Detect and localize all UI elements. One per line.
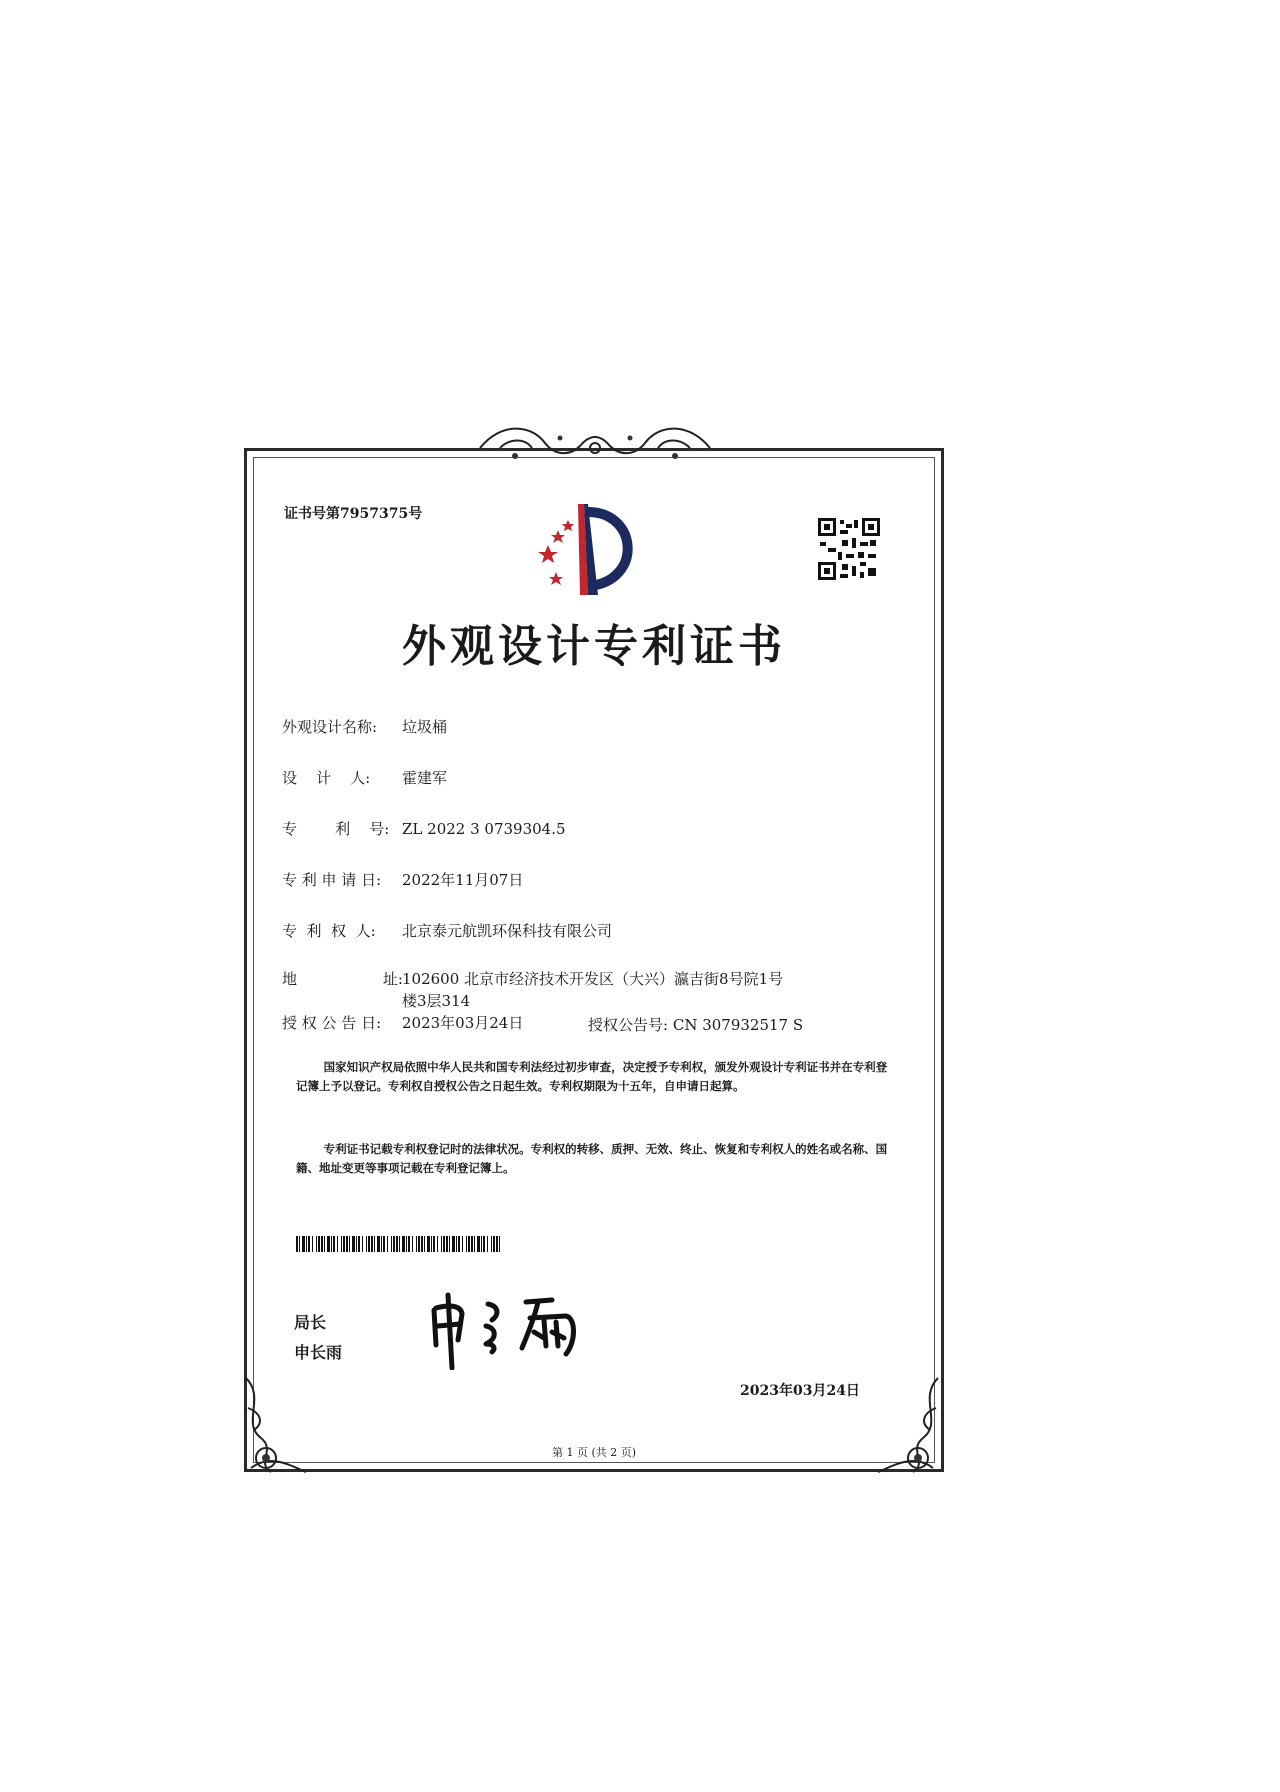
bottom-right-ornament: [868, 1368, 948, 1480]
field-patentee: [282, 920, 612, 941]
field-patent-number: [282, 818, 566, 839]
barcode-bar: [441, 1236, 442, 1252]
field-value: 2022年11月07日: [402, 871, 524, 889]
barcode-bar: [331, 1236, 332, 1252]
barcode-bar: [308, 1236, 310, 1252]
top-ornament: [470, 418, 720, 466]
barcode-bar: [387, 1236, 388, 1252]
page-number: 第 1 页 (共 2 页): [551, 1446, 637, 1459]
barcode-bar: [349, 1236, 350, 1252]
barcode-bar: [321, 1236, 323, 1252]
barcode-bar: [333, 1236, 335, 1252]
barcode-bar: [466, 1236, 467, 1252]
field-value: 北京泰元航凯环保科技有限公司: [402, 922, 613, 940]
signer-name: 申长雨: [294, 1343, 343, 1362]
barcode-bar: [368, 1236, 370, 1252]
barcode-bar: [433, 1236, 435, 1252]
issue-date: 2023年03月24日: [740, 1383, 860, 1399]
handwritten-signature: [426, 1290, 606, 1370]
field-value: 垃圾桶: [402, 718, 448, 736]
barcode-bar: [491, 1236, 492, 1252]
barcode-bar: [446, 1236, 448, 1252]
barcode-bar: [381, 1236, 382, 1252]
barcode-bar: [443, 1236, 445, 1252]
barcode-bar: [416, 1236, 417, 1252]
barcode-bar: [306, 1236, 307, 1252]
address-value: [402, 968, 783, 1012]
barcode-bar: [437, 1236, 438, 1252]
barcode: [296, 1236, 506, 1252]
bottom-left-ornament: [236, 1368, 316, 1480]
barcode-bar: [402, 1236, 405, 1252]
logo-star-3: [562, 520, 574, 531]
barcode-bar: [341, 1236, 342, 1252]
barcode-bar: [343, 1236, 345, 1252]
barcode-bar: [358, 1236, 360, 1252]
certificate-title: 外观设计专利证书: [402, 621, 786, 672]
barcode-bar: [377, 1236, 380, 1252]
field-value: 霍建军: [402, 769, 448, 787]
barcode-bar: [296, 1236, 298, 1252]
barcode-bar: [371, 1236, 373, 1252]
barcode-bar: [496, 1236, 498, 1252]
barcode-bar: [318, 1236, 320, 1252]
field-label: 授权公告号:: [588, 1016, 669, 1034]
barcode-bar: [396, 1236, 398, 1252]
barcode-bar: [374, 1236, 375, 1252]
barcode-bar: [456, 1236, 457, 1252]
barcode-bar: [383, 1236, 385, 1252]
barcode-bar: [408, 1236, 410, 1252]
logo-star-1: [538, 545, 558, 563]
barcode-bar: [356, 1236, 357, 1252]
address-line-2: 楼3层314: [402, 992, 471, 1010]
barcode-bar: [418, 1236, 420, 1252]
barcode-bar: [412, 1236, 413, 1252]
signer-title: 局长: [294, 1313, 327, 1332]
barcode-bar: [468, 1236, 470, 1252]
barcode-bar: [327, 1236, 330, 1252]
barcode-bar: [346, 1236, 348, 1252]
barcode-bar: [421, 1236, 423, 1252]
field-design-name: [282, 716, 447, 737]
field-application-date: [282, 869, 523, 890]
barcode-bar: [483, 1236, 485, 1252]
address-line-1: 102600 北京市经济技术开发区（大兴）瀛吉街8号院1号: [402, 970, 784, 988]
qr-code: [818, 518, 880, 580]
barcode-bar: [393, 1236, 395, 1252]
barcode-bar: [493, 1236, 495, 1252]
signer-block: [294, 1308, 342, 1368]
field-label: 专 利 号:: [282, 820, 390, 838]
barcode-bar: [366, 1236, 367, 1252]
barcode-bar: [487, 1236, 488, 1252]
barcode-bar: [312, 1236, 313, 1252]
barcode-bar: [299, 1236, 300, 1252]
barcode-bar: [474, 1236, 475, 1252]
field-value: 2023年03月24日: [402, 1014, 524, 1032]
field-label: 设 计 人:: [282, 769, 371, 787]
barcode-bar: [399, 1236, 400, 1252]
field-label: 专 利 权 人:: [282, 922, 376, 940]
barcode-bar: [449, 1236, 450, 1252]
field-value: ZL 2022 3 0739304.5: [402, 820, 566, 838]
certificate-number: 证书号第7957375号: [284, 506, 423, 522]
field-label: 外观设计名称:: [282, 718, 378, 736]
barcode-bar: [427, 1236, 430, 1252]
legal-status-paragraph: 专利证书记载专利权登记时的法律状况。专利权的转移、质押、无效、终止、恢复和专利权人的姓名或名称、国籍、地址变更等事项记载在专利登记簿上。: [296, 1142, 888, 1175]
field-publication-number: [588, 1014, 803, 1035]
barcode-bar: [324, 1236, 325, 1252]
field-address: [282, 968, 402, 989]
barcode-bar: [391, 1236, 392, 1252]
field-grant-date: [282, 1012, 523, 1033]
barcode-bar: [337, 1236, 338, 1252]
field-label: 专 利 申 请 日:: [282, 871, 382, 889]
barcode-bar: [302, 1236, 305, 1252]
barcode-bar: [471, 1236, 473, 1252]
barcode-bar: [458, 1236, 460, 1252]
field-label: 授 权 公 告 日:: [282, 1014, 382, 1032]
barcode-bar: [316, 1236, 317, 1252]
barcode-bar: [362, 1236, 363, 1252]
barcode-bar: [462, 1236, 463, 1252]
barcode-bar: [424, 1236, 425, 1252]
barcode-bar: [452, 1236, 455, 1252]
field-value: CN 307932517 S: [672, 1016, 804, 1034]
logo-star-4: [549, 572, 563, 585]
barcode-bar: [431, 1236, 432, 1252]
field-designer: [282, 767, 447, 788]
barcode-bar: [481, 1236, 482, 1252]
barcode-bar: [477, 1236, 480, 1252]
cnipa-logo: [528, 500, 658, 600]
field-label: 地 址:: [282, 970, 403, 988]
barcode-bar: [352, 1236, 355, 1252]
barcode-bar: [406, 1236, 407, 1252]
grant-statement-paragraph: 国家知识产权局依照中华人民共和国专利法经过初步审查，决定授予专利权，颁发外观设计专利证书并在专利登记簿上予以登记。专利权自授权公告之日起生效。专利权期限为十五年，自申请日起算。: [296, 1060, 888, 1093]
barcode-bar: [499, 1236, 500, 1252]
logo-star-2: [551, 530, 565, 543]
